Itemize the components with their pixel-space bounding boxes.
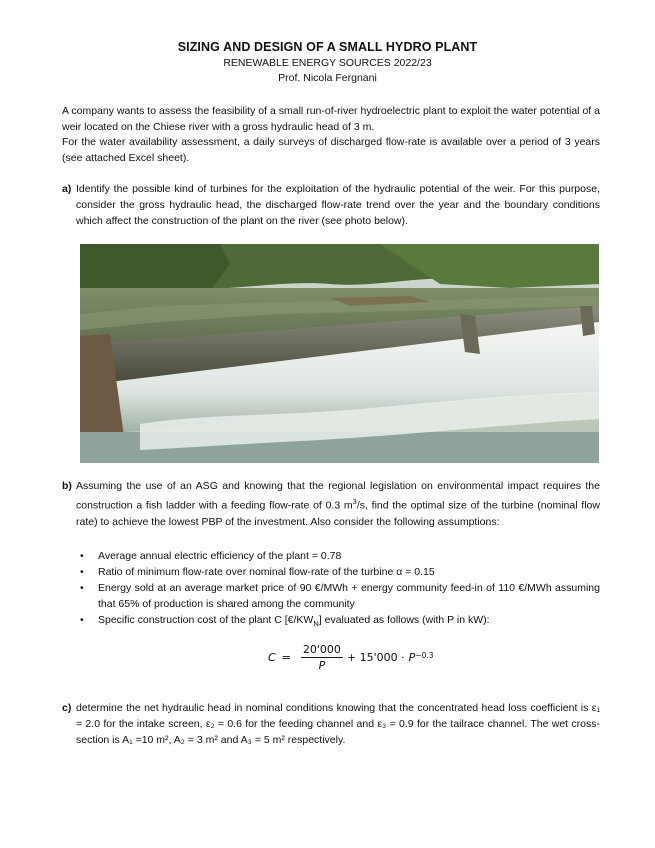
cost-formula: [268, 640, 434, 674]
weir-photo-image: [80, 244, 599, 463]
assumption-energy-price-text: Energy sold at an average market price of 90 €/MWh + energy community feed-in of 110 €/MWh assuming that 65% of production is shared among the community: [98, 582, 600, 610]
assumption-cost-text-2: ] evaluated as follows (with P in kW):: [318, 614, 490, 626]
assumption-efficiency-text: Average annual electric efficiency of the plant = 0.78: [98, 550, 342, 562]
formula-plus-term: + 15'000 ·: [346, 650, 405, 664]
question-b-text: [76, 478, 600, 530]
question-c-text: determine the net hydraulic head in nominal conditions knowing that the concentrated head loss coefficient is ε₁ = 2.0 for the intake screen, ε₂ = 0.6 for the feeding channel and ε₃ = 0.9 for the tailrace channel. The wet cross-section is A₁ =10 m², A₂ = 3 m² and A₃ = 5 m² respectively.: [76, 702, 600, 747]
formula-lhs: C: [268, 650, 276, 664]
question-c-label: c): [62, 702, 72, 714]
bullet-icon: •: [80, 582, 84, 594]
formula-denominator: P: [318, 658, 326, 672]
question-a-label: a): [62, 183, 72, 195]
formula-equals: =: [281, 650, 291, 664]
question-a: [62, 181, 600, 230]
unit-superscript: 3: [352, 497, 357, 507]
assumption-construction-cost: [78, 612, 600, 632]
bullet-icon: •: [80, 614, 84, 626]
bullet-icon: •: [80, 550, 84, 562]
question-b: [62, 478, 600, 530]
course-subtitle: RENEWABLE ENERGY SOURCES 2022/23: [223, 57, 432, 69]
question-a-text: Identify the possible kind of turbines for the exploitation of the hydraulic potential of the weir. For this purpose, consider the gross hydraulic head, the discharged flow-rate trend over the year and the boundary conditions which affect the construction of the plant on the river (see photo below).: [76, 183, 600, 228]
cost-subscript: N: [313, 619, 319, 629]
question-c: [62, 700, 600, 749]
question-b-text-part-1: Assuming the use of an ASG and knowing that the regional legislation on environmental impact requires the construction a fish ladder with a feeding flow-rate of 0.3 m: [76, 480, 600, 512]
question-b-text-part-2: /s, find the optimal size of the turbine (nominal flow rate) to achieve the lowest PBP of the investment. Also consider the following assumptions:: [76, 499, 600, 528]
assumption-cost-text-1: Specific construction cost of the plant C [€/KW: [98, 614, 314, 626]
formula-numerator: 20'000: [302, 642, 341, 656]
intro-line-2: For the water availability assessment, a daily surveys of discharged flow-rate is available over a period of 3 years (see attached Excel sheet).: [62, 136, 600, 164]
intro-line-1: A company wants to assess the feasibility of a small run-of-river hydroelectric plant to exploit the water potential of a weir located on the Chiese river with a gross hydraulic head of 3 m.: [62, 105, 600, 133]
intro-paragraph: [62, 104, 600, 166]
author-line: Prof. Nicola Fergnani: [278, 72, 377, 84]
formula-fraction: [301, 643, 343, 672]
assumptions-list: [78, 548, 600, 632]
bullet-icon: •: [80, 566, 84, 578]
weir-photo: [80, 244, 599, 463]
assumption-flow-ratio-text: Ratio of minimum flow-rate over nominal flow-rate of the turbine α = 0.15: [98, 566, 435, 578]
document-title: SIZING AND DESIGN OF A SMALL HYDRO PLANT: [177, 40, 478, 54]
question-b-label: b): [62, 480, 72, 492]
assumption-efficiency: [78, 548, 600, 564]
assumption-flow-ratio: [78, 564, 600, 580]
formula-p: P: [408, 650, 416, 664]
formula-exponent: −0.3: [415, 650, 434, 660]
assumption-energy-price: [78, 580, 600, 612]
